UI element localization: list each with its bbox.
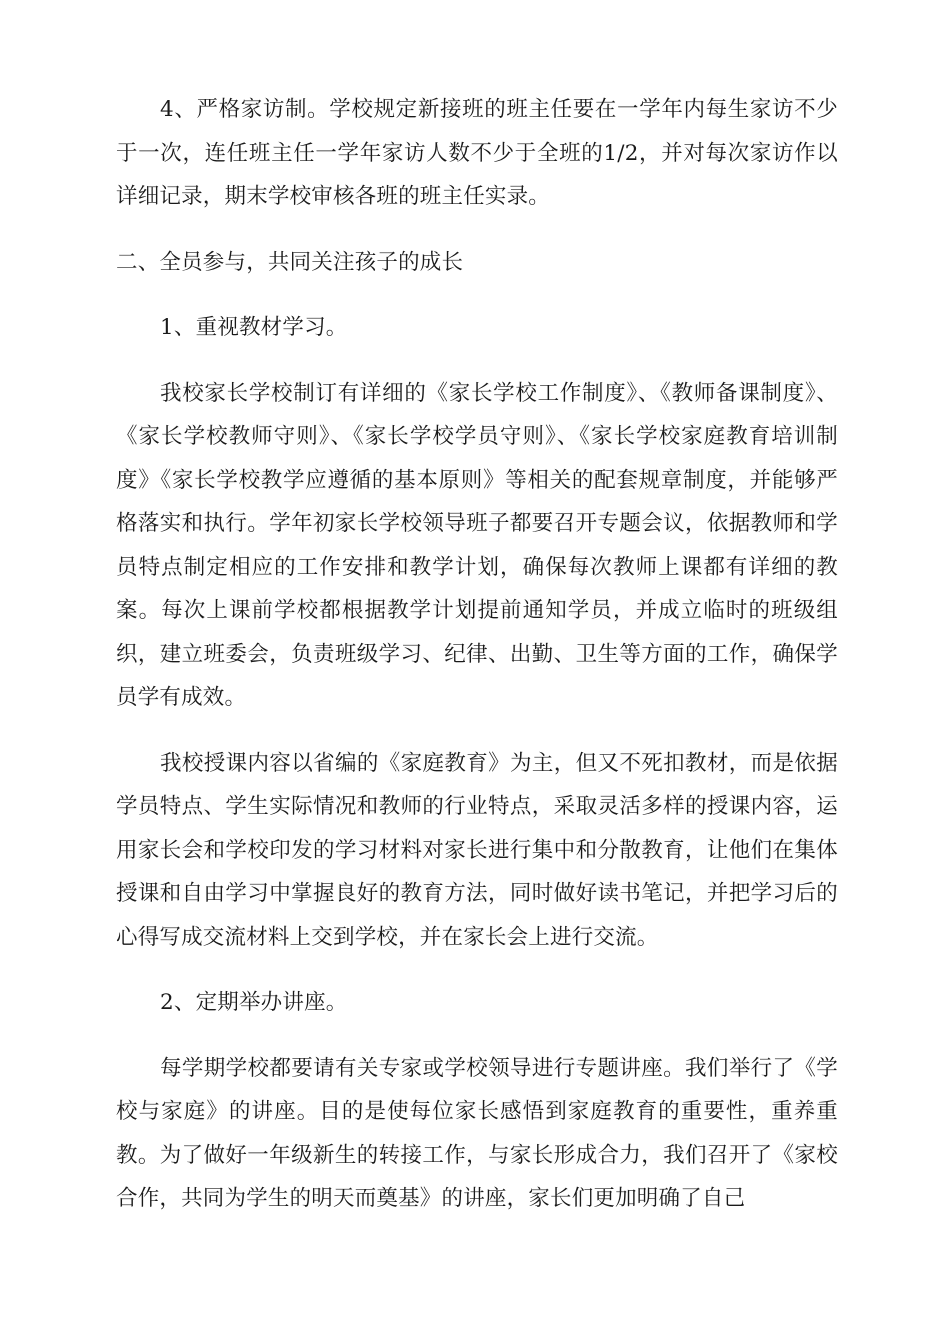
- section-heading-full-participation: 二、全员参与，共同关注孩子的成长: [116, 249, 464, 275]
- paragraph-teaching-content: 我校授课内容以省编的《家庭教育》为主，但又不死扣教材，而是依据学员特点、学生实际情况和教师的行业特点，采取灵活多样的授课内容，运用家长会和学校印发的学习材料对家长进行集中和分散教育，让他们在集体授课和自由学习中掌握良好的教育方法，同时做好读书笔记，并把学习后的心得写成交流材料上交到学校，并在家长会上进行交流。: [116, 750, 838, 950]
- subheading-regular-lectures: 2、定期举办讲座。: [160, 990, 348, 1015]
- document-page: [116, 88, 838, 1221]
- paragraph-home-visit-rule: 4、严格家访制。学校规定新接班的班主任要在一学年内每生家访不少于一次，连任班主任一学年家访人数不少于全班的1/2，并对每次家访作以详细记录，期末学校审核各班的班主任实录。: [116, 97, 838, 209]
- paragraph-school-regulations: 我校家长学校制订有详细的《家长学校工作制度》、《教师备课制度》、《家长学校教师守则》、《家长学校学员守则》、《家长学校家庭教育培训制度》《家长学校教学应遵循的基本原则》等相关的配套规章制度，并能够严格落实和执行。学年初家长学校领导班子都要召开专题会议，依据教师和学员特点制定相应的工作安排和教学计划，确保每次教师上课都有详细的教案。每次上课前学校都根据教学计划提前通知学员，并成立临时的班级组织，建立班委会，负责班级学习、纪律、出勤、卫生等方面的工作，确保学员学有成效。: [116, 380, 838, 710]
- subheading-textbook-study: 1、重视教材学习。: [160, 315, 348, 340]
- paragraph-lectures-detail: 每学期学校都要请有关专家或学校领导进行专题讲座。我们举行了《学校与家庭》的讲座。目的是使每位家长感悟到家庭教育的重要性，重养重教。为了做好一年级新生的转接工作，与家长形成合力，我们召开了《家校合作，共同为学生的明天而奠基》的讲座，家长们更加明确了自己: [116, 1055, 838, 1211]
